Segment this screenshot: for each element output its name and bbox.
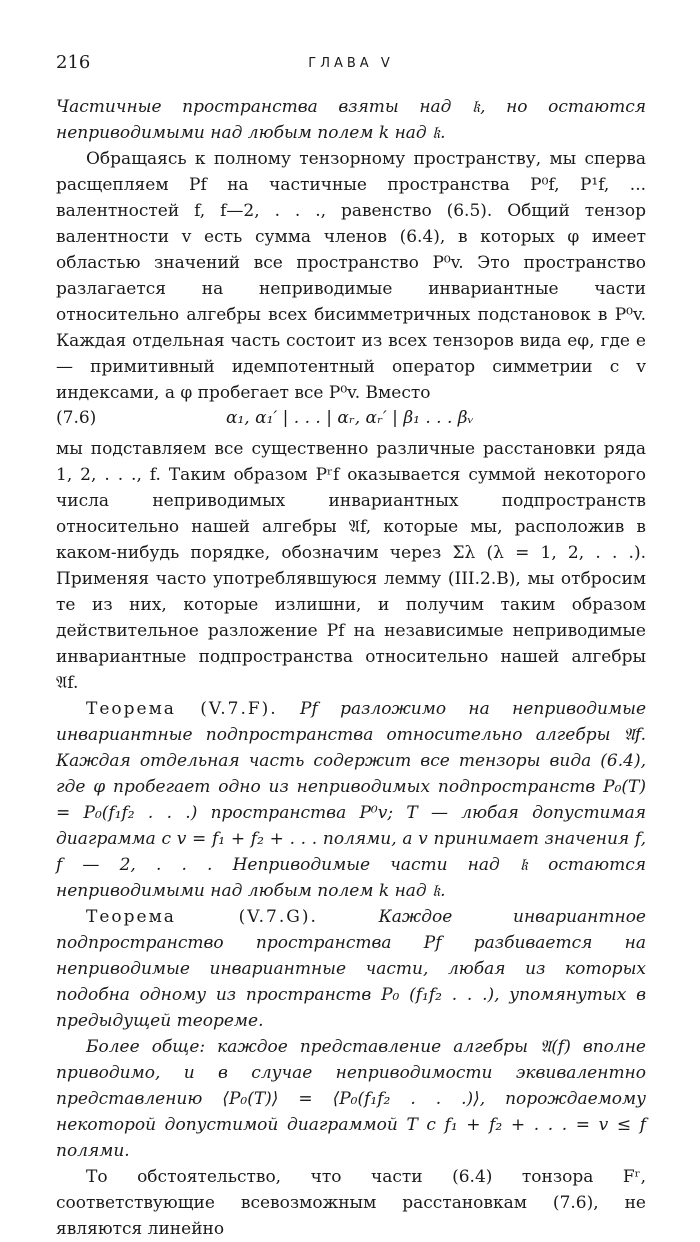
- theorem-statement: Каждое инвариантное подпространство пространства Pf разбивается на неприводимые инвариантные части, любая из которых подобна одному из пространств P₀ (f₁f₂ . . .), упомянутых в предыдущей теореме.: [56, 907, 646, 1031]
- page-number: 216: [56, 52, 91, 73]
- theorem-heading: Теорема (V.7.G).: [86, 907, 318, 927]
- formula-body: α₁, α₁′ | . . . | αᵣ, αᵣ′ | β₁ . . . βᵥ: [226, 408, 474, 428]
- paragraph-closing: То обстоятельство, что части (6.4) тонзора Fʳ, соответствующие всевозможным расстановкам (7.6), не являются линейно: [56, 1167, 646, 1239]
- theorem-heading: Теорема (V.7.F).: [86, 699, 278, 719]
- paragraph-substitutions: мы подставляем все существенно различные расстановки ряда 1, 2, . . ., f. Таким образом Pʳf оказывается суммой некоторого числа неприводимых инвариантных подпространств относительно нашей алгебры 𝔄f, которые мы, расположив в каком-нибудь порядке, обозначим через Σλ (λ = 1, 2, . . .). Применяя часто употреблявшуюся лемму (III.2.B), мы отбросим те из них, которые излишни, и получим таким образом действительное разложение Pf на независимые неприводимые инвариантные подпространства относительно нашей алгебры 𝔄f.: [56, 439, 646, 693]
- formula-7-6: [56, 406, 646, 436]
- paragraph-generalization: Более обще: каждое представление алгебры 𝔄(f) вполне приводимо, и в случае неприводимости эквивалентно представлению ⟨P₀(T)⟩ = ⟨P₀(f₁f₂ . . .)⟩, порождаемому некоторой допустимой диаграммой T с f₁ + f₂ + . . . = v ≤ f полями.: [56, 1037, 646, 1161]
- page-header: [56, 52, 646, 82]
- theorem-v-7-f: [56, 696, 646, 904]
- chapter-running-head: ГЛАВА V: [308, 56, 394, 71]
- paragraph-tensor-space: Обращаясь к полному тензорному пространству, мы сперва расщепляем Pf на частичные пространства P⁰f, P¹f, ... валентностей f, f—2, . . ., равенство (6.5). Общий тензор валентности v есть сумма членов (6.4), в которых φ имеет областью значений все пространство P⁰v. Это пространство разлагается на неприводимые инвариантные части относительно алгебры всех бисимметричных подстановок в P⁰v. Каждая отдельная часть состоит из всех тензоров вида eφ, где e — примитивный идемпотентный оператор симметрии с v индексами, а φ пробегает все P⁰v. Вместо: [56, 149, 646, 403]
- book-page: [56, 52, 646, 1242]
- formula-label: (7.6): [56, 408, 97, 428]
- theorem-statement: Pf разложимо на неприводимые инвариантные подпространства относительно алгебры 𝔄f. Каждая отдельная часть содержит все тензоры вида (6.4), где φ пробегает одно из неприводимых подпространств P₀(T) = P₀(f₁f₂ . . .) пространства P⁰v; T — любая допустимая диаграмма с v = f₁ + f₂ + . . . полями, а v принимает значения f, f — 2, . . . Неприводимые части над 𝔨 остаются неприводимыми над любым полем k над 𝔨.: [56, 699, 647, 901]
- paragraph-continuation: Частичные пространства взяты над 𝔨, но остаются неприводимыми над любым полем k над 𝔨.: [56, 97, 646, 143]
- theorem-v-7-g: [56, 904, 646, 1034]
